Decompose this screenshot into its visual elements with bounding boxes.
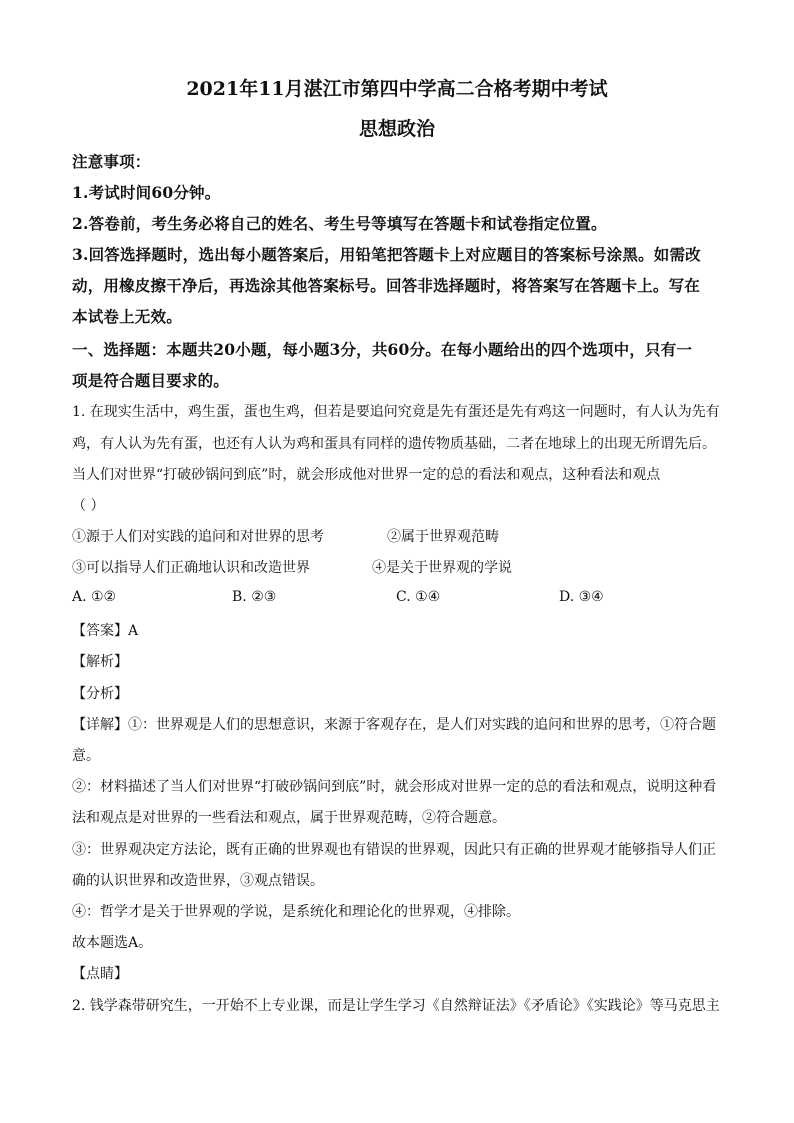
notice-heading: 注意事项： xyxy=(72,152,151,171)
q1-detail-4: ④：哲学才是关于世界观的学说，是系统化和理论化的世界观，④排除。 xyxy=(72,904,520,920)
q1-option-c: C. ①④ xyxy=(396,589,441,605)
q1-analysis-label: 【解析】 xyxy=(72,654,128,670)
q2-stem-line-1: 2. 钱学森带研究生，一开始不上专业课，而是让学生学习《自然辩证法》《矛盾论》《实践论》等马克思主 xyxy=(72,998,720,1014)
q1-fenxi-label: 【分析】 xyxy=(72,686,128,702)
q1-detail-2-line-1: ②：材料描述了当人们对世界“打破砂锅问到底”时，就会形成对世界一定的总的看法和观点，说明这种看 xyxy=(72,779,717,795)
q1-option-d: D. ③④ xyxy=(559,589,604,605)
q1-statement-3: ③可以指导人们正确地认识和改造世界 xyxy=(72,560,310,576)
subject-title: 思想政治 xyxy=(358,118,435,140)
q1-dianjing-label: 【点睛】 xyxy=(72,966,128,982)
notice-item-1: 1.考试时间60分钟。 xyxy=(72,183,221,202)
q1-statement-4: ④是关于世界观的学说 xyxy=(372,560,512,576)
q1-statement-1: ①源于人们对实践的追问和对世界的思考 xyxy=(72,529,324,545)
q1-statement-2: ②属于世界观范畴 xyxy=(387,529,499,545)
q1-stem-line-3: 当人们对世界“打破砂锅问到底”时，就会形成他对世界一定的总的看法和观点，这种看法和观点 xyxy=(72,467,661,483)
notice-item-3-line-2: 动，用橡皮擦干净后，再选涂其他答案标号。回答非选择题时，将答案写在答题卡上。写在 xyxy=(72,276,701,295)
q1-stem-line-2: 鸡，有人认为先有蛋，也还有人认为鸡和蛋具有同样的遗传物质基础，二者在地球上的出现无所谓先后。 xyxy=(72,436,716,452)
exam-title: 2021年11月湛江市第四中学高二合格考期中考试 xyxy=(186,78,608,100)
q1-detail-3-line-1: ③：世界观决定方法论，既有正确的世界观也有错误的世界观，因此只有正确的世界观才能够指导人们正 xyxy=(72,842,716,858)
q1-option-a: A. ①② xyxy=(72,589,117,605)
q1-detail-1-line-2: 意。 xyxy=(72,748,100,764)
q1-answer-blank: （ ） xyxy=(72,498,105,514)
q1-stem-line-1: 1. 在现实生活中，鸡生蛋，蛋也生鸡，但若是要追问究竟是先有蛋还是先有鸡这一问题时，有人认为先有 xyxy=(72,404,720,420)
section-heading-line-2: 项是符合题目要求的。 xyxy=(72,371,230,390)
notice-item-3-line-1: 3.回答选择题时，选出每小题答案后，用铅笔把答题卡上对应题目的答案标号涂黑。如需改 xyxy=(72,245,701,264)
q1-option-b: B. ②③ xyxy=(232,589,277,605)
notice-item-2: 2.答卷前，考生务必将自己的姓名、考生号等填写在答题卡和试卷指定位置。 xyxy=(72,214,607,233)
q1-detail-1-line-1: 【详解】①：世界观是人们的思想意识，来源于客观存在，是人们对实践的追问和世界的思考，①符合题 xyxy=(72,717,716,733)
notice-item-3-line-3: 本试卷上无效。 xyxy=(72,307,182,326)
q1-conclusion: 故本题选A。 xyxy=(72,935,153,951)
q1-answer: 【答案】A xyxy=(72,623,139,639)
section-heading-line-1: 一、选择题：本题共20小题，每小题3分，共60分。在每小题给出的四个选项中，只有一 xyxy=(72,340,693,359)
q1-detail-2-line-2: 法和观点是对世界的一些看法和观点，属于世界观范畴，②符合题意。 xyxy=(72,810,506,826)
q1-detail-3-line-2: 确的认识世界和改造世界，③观点错误。 xyxy=(72,873,324,889)
